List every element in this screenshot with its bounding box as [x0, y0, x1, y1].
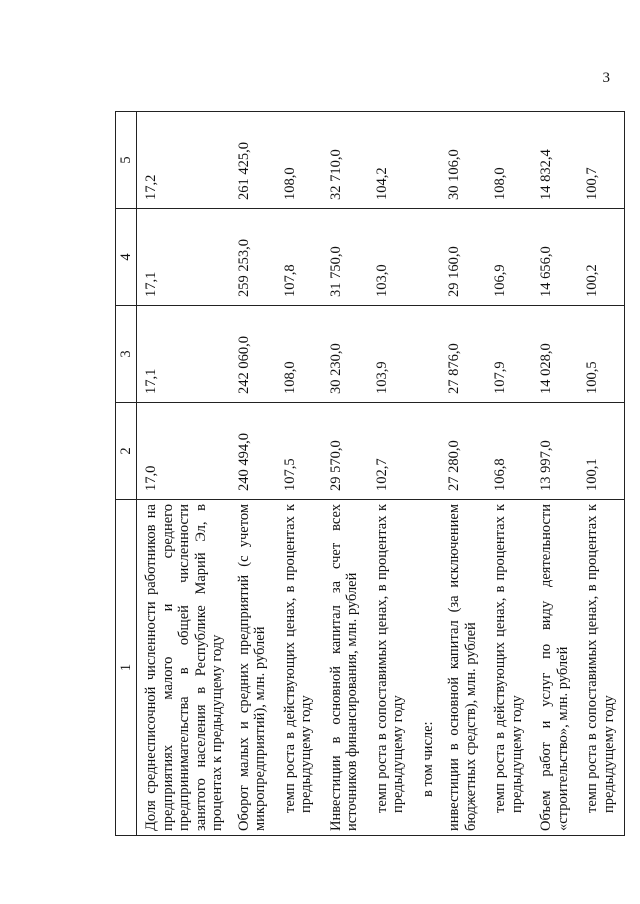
cell-value: 32 710,0	[322, 112, 368, 209]
cell-value: 30 106,0	[440, 112, 486, 209]
cell-value: 108,0	[276, 112, 322, 209]
row-label: Доля среднесписочной численности работников на предприятиях малого и среднего предпринимательства в общей численности занятого населения в Республике Марий Эл, в процентах к предыдущему году	[137, 500, 230, 836]
table-row	[276, 112, 322, 836]
cell-value: 27 876,0	[440, 306, 486, 403]
cell-value: 17,2	[137, 112, 230, 209]
cell-value: 14 656,0	[532, 209, 578, 306]
col-header-5: 5	[116, 112, 137, 209]
cell-value: 240 494,0	[230, 403, 276, 500]
table-row	[414, 112, 441, 836]
page-number: 3	[602, 70, 610, 86]
row-label: темп роста в сопоставимых ценах, в процентах к предыдущему году	[368, 500, 414, 836]
row-label: инвестиции в основной капитал (за исключением бюджетных средств), млн. рублей	[440, 500, 486, 836]
table-row	[322, 112, 368, 836]
col-header-3: 3	[116, 306, 137, 403]
table-row	[440, 112, 486, 836]
row-label: темп роста в действующих ценах, в процентах к предыдущему году	[486, 500, 532, 836]
cell-value: 31 750,0	[322, 209, 368, 306]
cell-value: 108,0	[276, 306, 322, 403]
cell-value	[414, 112, 441, 209]
cell-value: 17,1	[137, 306, 230, 403]
cell-value: 100,5	[578, 306, 624, 403]
col-header-2: 2	[116, 403, 137, 500]
cell-value: 17,1	[137, 209, 230, 306]
indicators-table	[115, 111, 625, 836]
cell-value: 100,7	[578, 112, 624, 209]
table-row	[230, 112, 276, 836]
cell-value: 259 253,0	[230, 209, 276, 306]
cell-value: 108,0	[486, 112, 532, 209]
cell-value	[414, 306, 441, 403]
table-row	[368, 112, 414, 836]
table-row	[486, 112, 532, 836]
cell-value: 14 832,4	[532, 112, 578, 209]
rotated-table-wrapper	[115, 112, 617, 836]
cell-value: 103,9	[368, 306, 414, 403]
cell-value: 242 060,0	[230, 306, 276, 403]
cell-value	[414, 209, 441, 306]
cell-value: 107,5	[276, 403, 322, 500]
cell-value: 106,9	[486, 209, 532, 306]
cell-value: 261 425,0	[230, 112, 276, 209]
cell-value: 102,7	[368, 403, 414, 500]
cell-value: 27 280,0	[440, 403, 486, 500]
table-row	[578, 112, 624, 836]
cell-value: 13 997,0	[532, 403, 578, 500]
cell-value: 29 160,0	[440, 209, 486, 306]
cell-value: 107,8	[276, 209, 322, 306]
row-label: в том числе:	[414, 500, 441, 836]
row-label: Оборот малых и средних предприятий (с учетом микропредприятий), млн. рублей	[230, 500, 276, 836]
cell-value: 103,0	[368, 209, 414, 306]
cell-value: 29 570,0	[322, 403, 368, 500]
row-label: Объем работ и услуг по виду деятельности «строительство», млн. рублей	[532, 500, 578, 836]
cell-value: 30 230,0	[322, 306, 368, 403]
cell-value: 14 028,0	[532, 306, 578, 403]
cell-value: 100,2	[578, 209, 624, 306]
cell-value: 106,8	[486, 403, 532, 500]
cell-value: 100,1	[578, 403, 624, 500]
row-label: темп роста в действующих ценах, в процентах к предыдущему году	[276, 500, 322, 836]
cell-value	[414, 403, 441, 500]
cell-value: 17,0	[137, 403, 230, 500]
table-row	[532, 112, 578, 836]
col-header-1: 1	[116, 500, 137, 836]
cell-value: 107,9	[486, 306, 532, 403]
row-label: Инвестиции в основной капитал за счет всех источников финансирования, млн. рублей	[322, 500, 368, 836]
row-label: темп роста в сопоставимых ценах, в процентах к предыдущему году	[578, 500, 624, 836]
table-row	[137, 112, 230, 836]
header-row	[116, 112, 137, 836]
cell-value: 104,2	[368, 112, 414, 209]
col-header-4: 4	[116, 209, 137, 306]
